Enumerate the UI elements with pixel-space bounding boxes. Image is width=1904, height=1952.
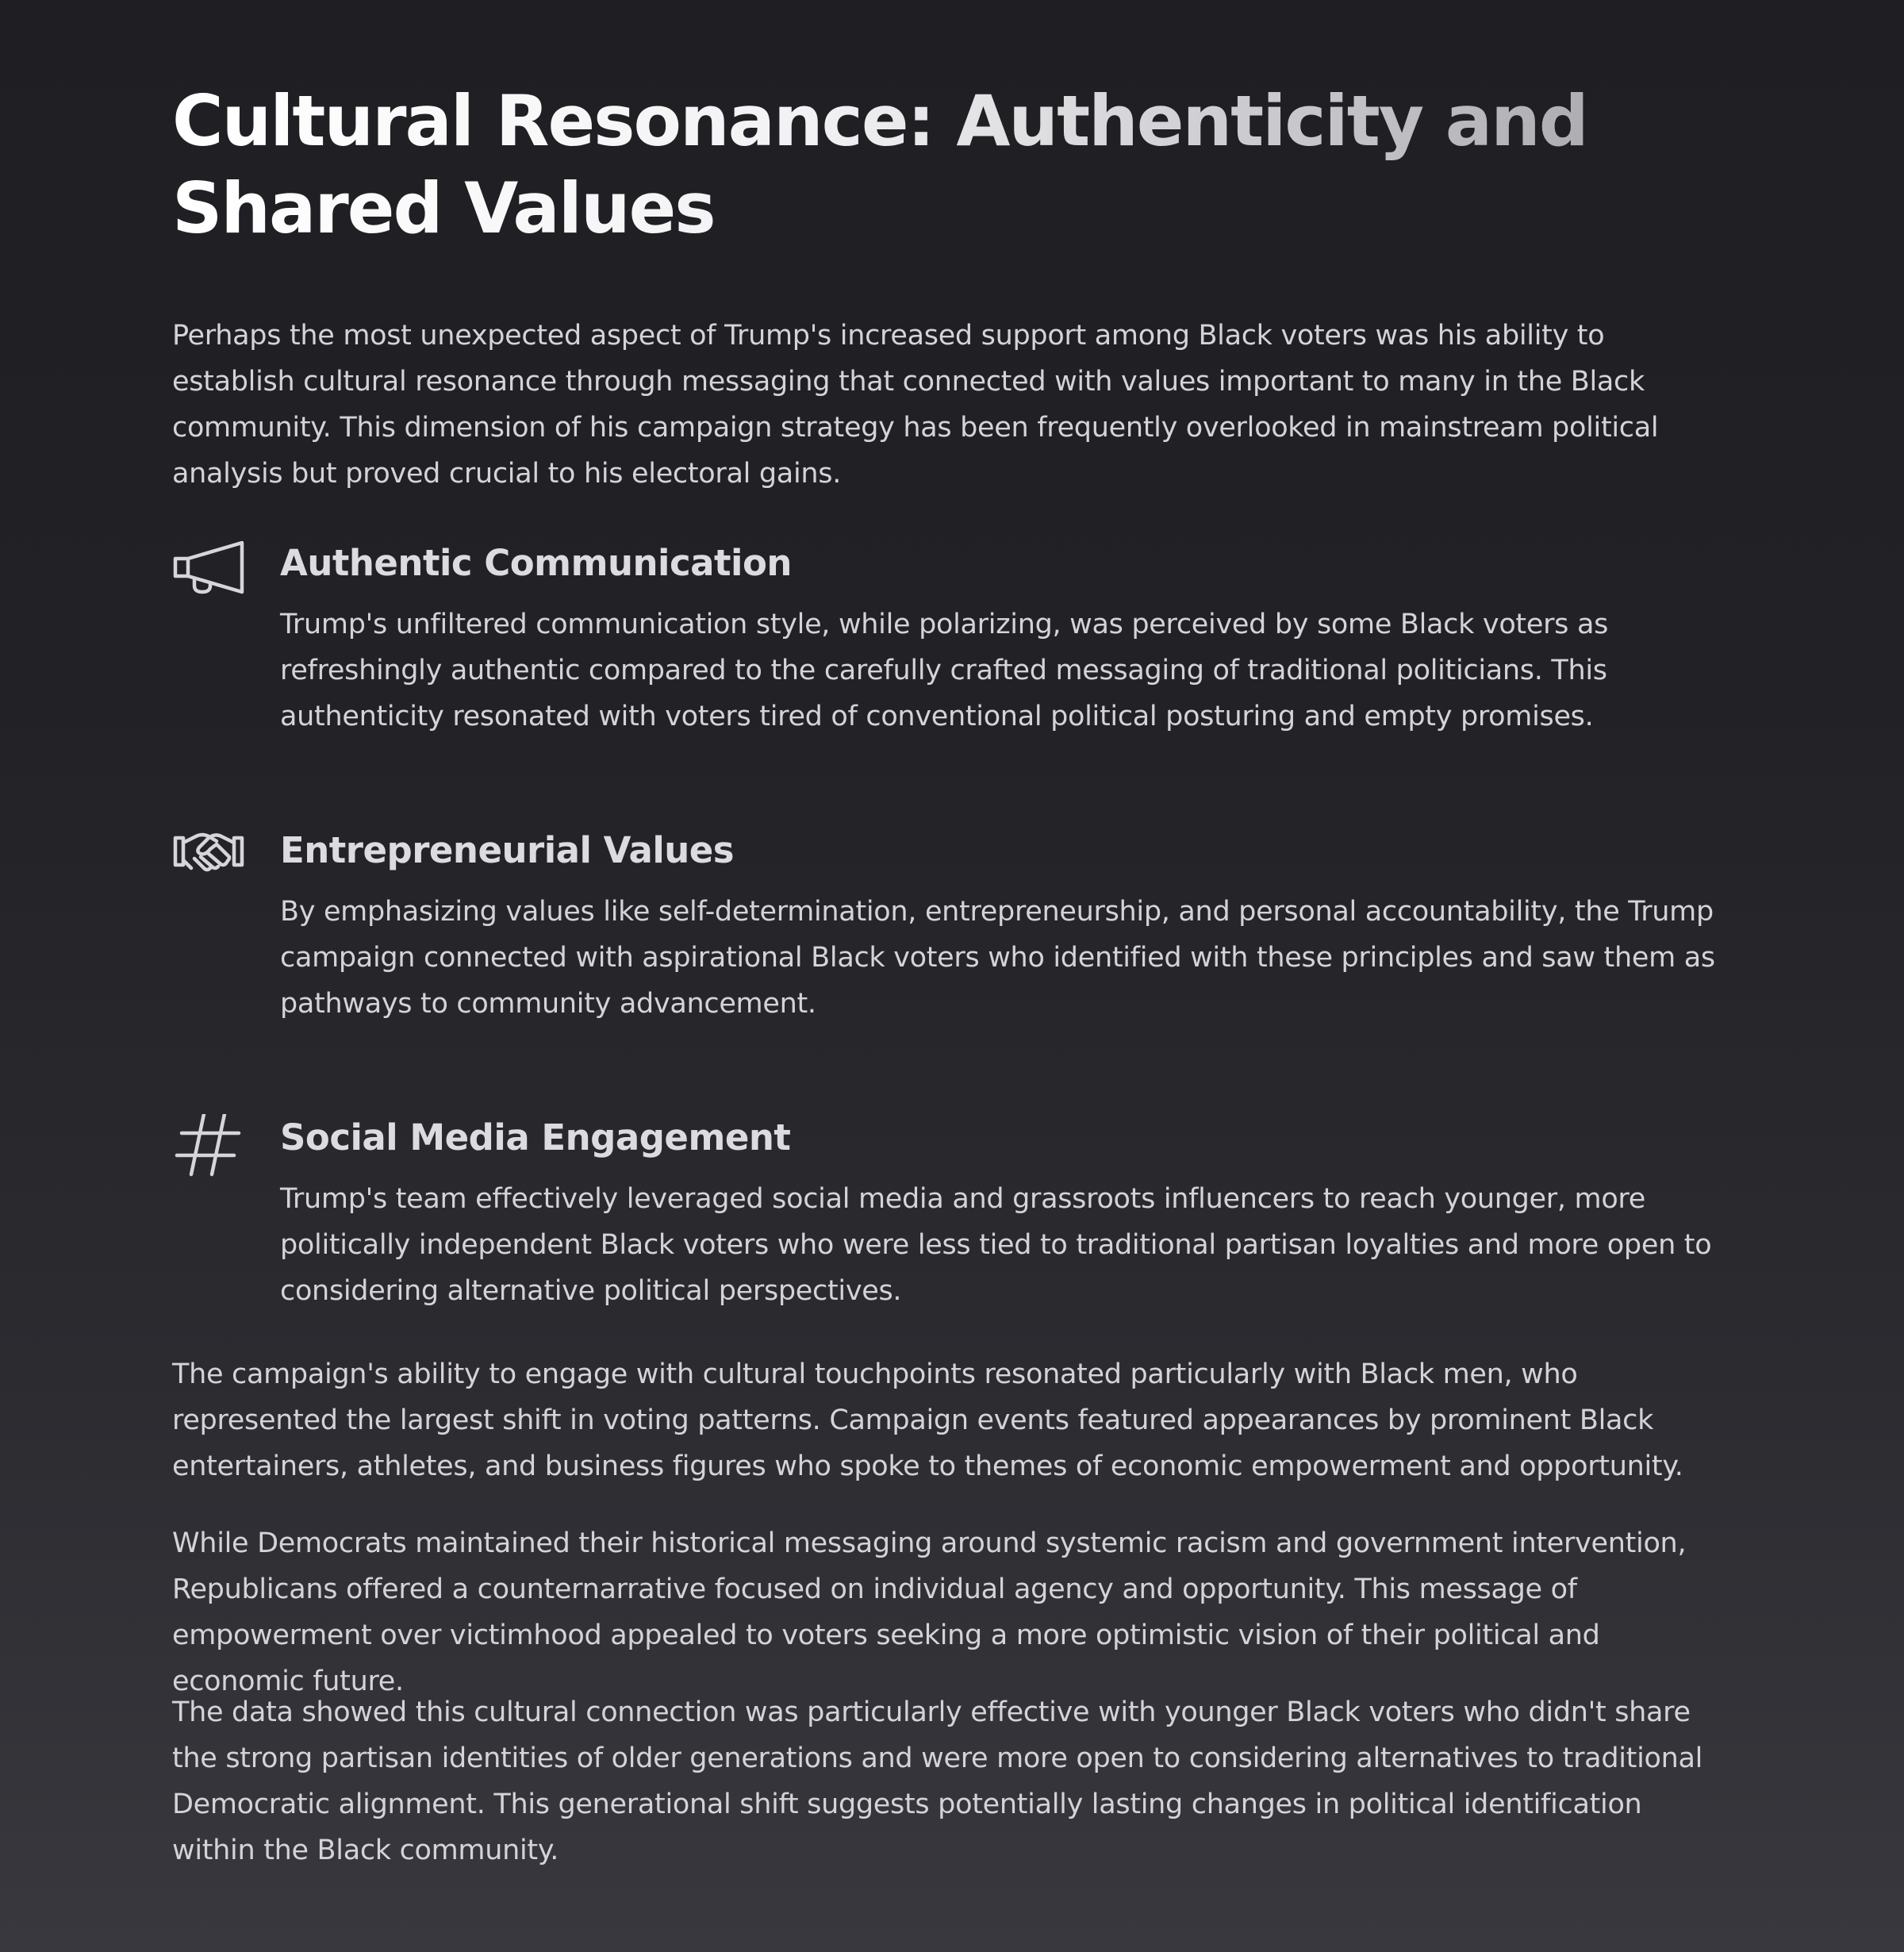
feature-heading: Authentic Communication (280, 542, 792, 584)
body-paragraph: The data showed this cultural connection was particularly effective with younger Black voters who didn't share the strong partisan identities of older generations and were more open to considering alternatives to traditional Democratic alignment. This generational shift suggests potentially lasting changes in political identification within the Black community. (172, 1696, 1703, 1866)
body-paragraph: The campaign's ability to engage with cultural touchpoints resonated particularly with Black men, who represented the largest shift in voting patterns. Campaign events featured appearances by prominent Black entertainers, athletes, and business figures who spoke to themes of economic empowerment and opportunity. (172, 1358, 1683, 1482)
page-title: Cultural Resonance: Authenticity and Shared Values (172, 78, 1759, 252)
handshake-icon (172, 827, 245, 890)
feature-description: By emphasizing values like self-determination, entrepreneurship, and personal accountability, the Trump campaign connected with aspirational Black voters who identified with these principles and saw them as pathways to community advancement. (280, 896, 1715, 1020)
feature-heading: Social Media Engagement (280, 1116, 791, 1159)
feature-heading: Entrepreneurial Values (280, 829, 735, 871)
feature-description: Trump's unfiltered communication style, while polarizing, was perceived by some Black voters as refreshingly authentic compared to the carefully crafted messaging of traditional politicians. This authenticity resonated with voters tired of conventional political posturing and empty promises. (280, 609, 1609, 732)
intro-paragraph: Perhaps the most unexpected aspect of Trump's increased support among Black voters was his ability to establish cultural resonance through messaging that connected with values important to many in the Black community. This dimension of his campaign strategy has been frequently overlooked in mainstream political analysis but proved crucial to his electoral gains. (172, 320, 1659, 490)
hashtag-icon (172, 1114, 245, 1178)
megaphone-icon (172, 540, 245, 603)
feature-description: Trump's team effectively leveraged social media and grassroots influencers to reach younger, more politically independent Black voters who were less tied to traditional partisan loyalties and more open to considering alternative political perspectives. (280, 1183, 1712, 1307)
body-paragraph: While Democrats maintained their historical messaging around systemic racism and government intervention, Republicans offered a counternarrative focused on individual agency and opportunity. This message of empowerment over victimhood appealed to voters seeking a more optimistic vision of their political and economic future. (172, 1527, 1687, 1697)
